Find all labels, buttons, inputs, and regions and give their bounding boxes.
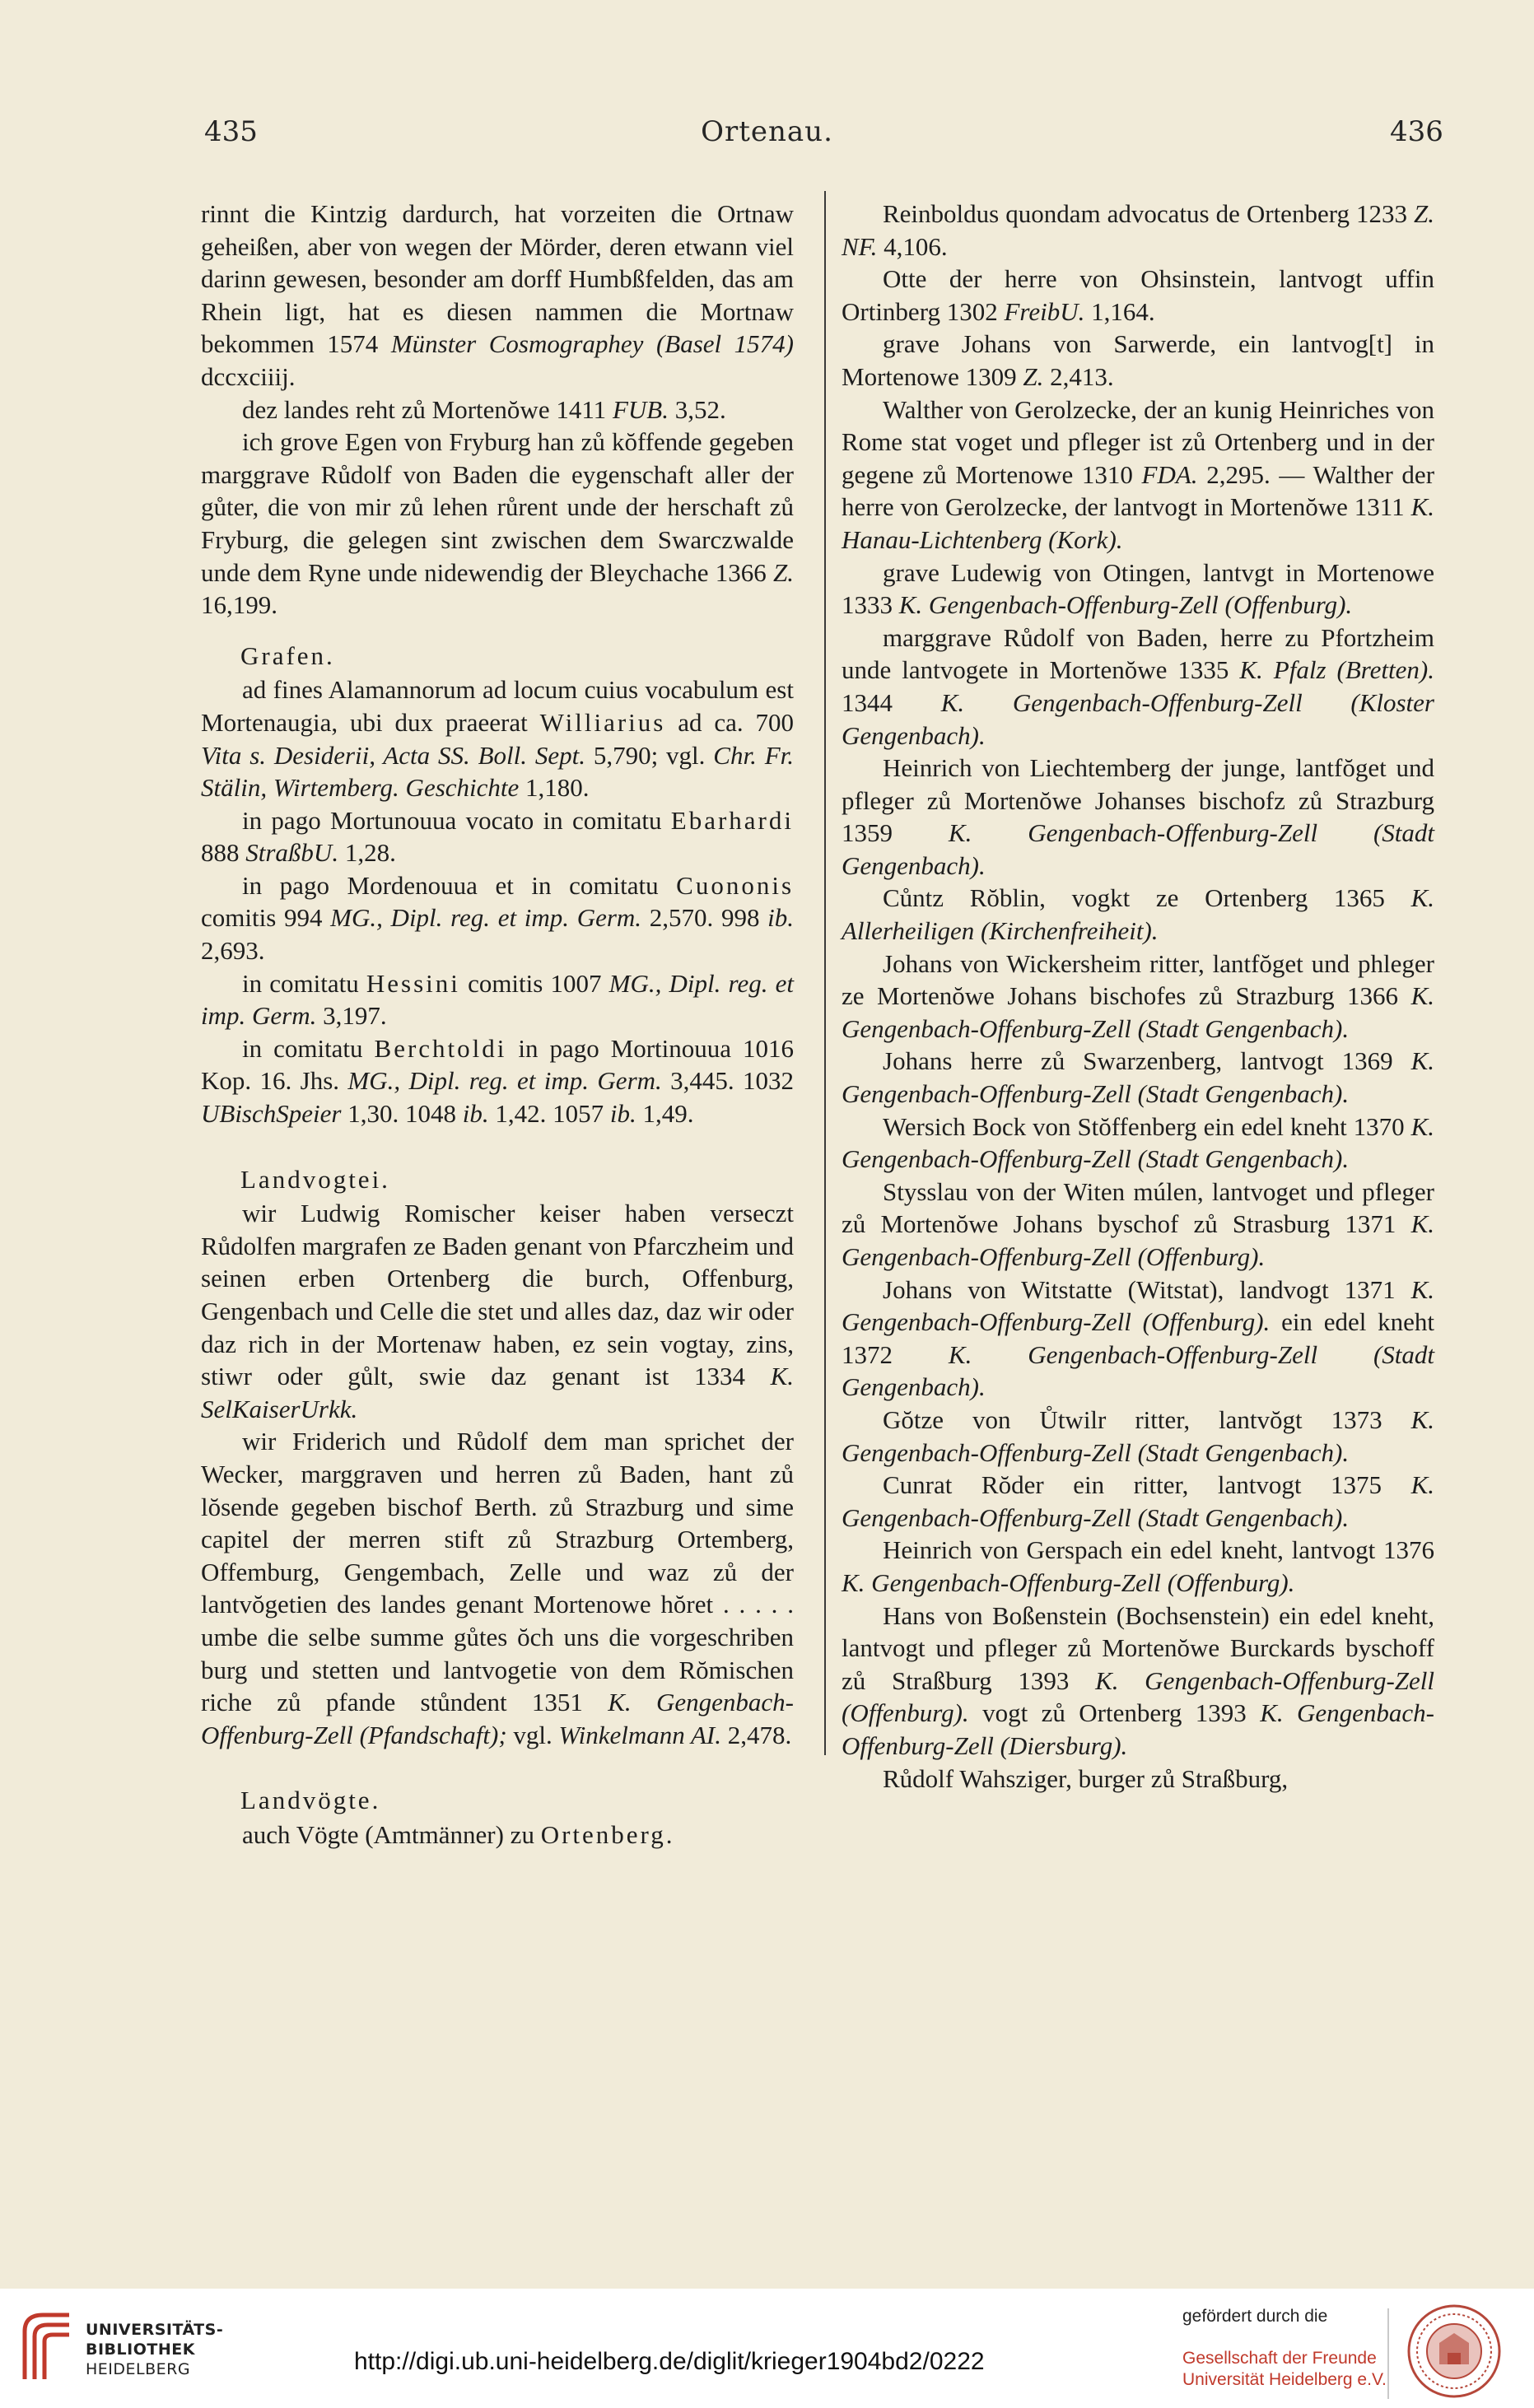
paragraph: in comitatu Berchtoldi in pago Mortinouua 1016 Kop. 16. Jhs. MG., Dipl. reg. et imp. Germ. 3,445. 1032 UBischSpeier 1,30. 1048 ib. 1,42. 1057 ib. 1,49. <box>201 1033 795 1129</box>
paragraph: Johans herre zů Swarzenberg, lantvogt 1369 K. Gengenbach-Offenburg-Zell (Stadt Gengenbach). <box>842 1046 1435 1109</box>
paragraph: Růdolf Wahsziger, burger zů Straßburg, <box>883 1763 1289 1793</box>
left-column <box>201 198 794 1851</box>
column-divider <box>824 191 826 1755</box>
running-head: Ortenau. <box>701 115 833 148</box>
paragraph: marggrave Růdolf von Baden, herre zu Pfortzheim unde lantvogete in Mortenŏwe 1335 K. Pfalz (Bretten). 1344 K. Gengenbach-Offenburg-Zell (Kloster Gengenbach). <box>842 622 1434 750</box>
permalink-url[interactable]: http://digi.ub.uni-heidelberg.de/diglit/krieger1904bd2/0222 <box>354 2348 985 2375</box>
right-column <box>842 198 1434 1795</box>
footer-bar <box>0 2289 1534 2408</box>
paragraph: Reinboldus quondam advocatus de Ortenberg 1233 Z. NF. 4,106. <box>842 199 1434 261</box>
paragraph: in pago Mortunouua vocato in comitatu Ebarhardi 888 StraßbU. 1,28. <box>201 805 794 868</box>
paragraph: ich grove Egen von Fryburg han zů kŏffende gegeben marggrave Růdolf von Baden die eygenschaft aller der gůter, die von mir zů lehen růrent unde der herschaft zů Fryburg, die gelegen sint zwischen dem Swarczwalde unde dem Ryne unde nidewendig der Bleychache 1366 Z. 16,199. <box>201 427 794 620</box>
sponsor-caption: gefördert durch die <box>1182 2307 1328 2326</box>
paragraph: wir Ludwig Romischer keiser haben verseczt Růdolfen margrafen ze Baden genant von Pfarczheim und seinen erben Ortenberg die burch, Offenburg, Gengenbach und Celle die stet und alles daz, daz wir oder daz rich in der Mortenaw haben, ez sein vogtay, zins, stiwr oder gůlt, swie daz genant ist 1334 K. SelKaiserUrkk. <box>201 1199 794 1423</box>
paragraph: Johans von Wickersheim ritter, lantfŏget und phleger ze Mortenŏwe Johans bischofes zů Strazburg 1366 K. Gengenbach-Offenburg-Zell (Stadt Gengenbach). <box>842 948 1434 1043</box>
paragraph: Wersich Bock von Stŏffenberg ein edel kneht 1370 K. Gengenbach-Offenburg-Zell (Stadt Gengenbach). <box>842 1111 1434 1174</box>
footer-divider <box>1387 2308 1389 2399</box>
university-seal-icon <box>1406 2303 1502 2399</box>
library-name-line: HEIDELBERG <box>86 2360 191 2378</box>
paragraph: Stysslau von der Witen múlen, lantvoget und pfleger zů Mortenŏwe Johans byschof zů Strasburg 1371 K. Gengenbach-Offenburg-Zell (Offenburg). <box>842 1176 1435 1271</box>
paragraph: grave Ludewig von Otingen, lantvgt in Mortenowe 1333 K. Gengenbach-Offenburg-Zell (Offenburg). <box>842 557 1434 620</box>
paragraph: Hans von Boßenstein (Bochsenstein) ein edel kneht, lantvogt und pfleger zů Mortenŏwe Burckards byschoff zů Straßburg 1393 K. Gengenbach-Offenburg-Zell (Offenburg). vogt zů Ortenberg 1393 K. Gengenbach-Offenburg-Zell (Diersburg). <box>842 1600 1435 1760</box>
sponsor-name-line: Gesellschaft der Freunde <box>1182 2349 1377 2368</box>
paragraph: Cůntz Rŏblin, vogkt ze Ortenberg 1365 K. Allerheiligen (Kirchenfreiheit). <box>842 883 1434 946</box>
paragraph: in comitatu Hessini comitis 1007 MG., Dipl. reg. et imp. Germ. 3,197. <box>201 968 794 1031</box>
paragraph: Cunrat Rŏder ein ritter, lantvogt 1375 K. Gengenbach-Offenburg-Zell (Stadt Gengenbach). <box>842 1470 1435 1532</box>
sponsor-name[interactable] <box>1182 2348 1387 2391</box>
section-heading-grafen: Grafen. <box>240 640 335 670</box>
sponsor-name-line: Universität Heidelberg e.V. <box>1182 2370 1387 2389</box>
paragraph: rinnt die Kintzig dardurch, hat vorzeiten die Ortnaw geheißen, aber von wegen der Mörder, deren etwann viel darinn gewesen, besonder am dorff Humbßfelden, das am Rhein ligt, hat es diesen nammen die Mortnaw bekommen 1574 Münster Cosmographey (Basel 1574) dccxciiij. <box>201 199 795 391</box>
paragraph: auch Vögte (Amtmänner) zu Ortenberg. <box>242 1819 675 1849</box>
paragraph: Walther von Gerolzecke, der an kunig Heinriches von Rome stat voget und pfleger ist zů Ortenberg und in der gegene zů Mortenowe 1310 FDA. 2,295. — Walther der herre von Gerolzecke, der lantvogt in Mortenŏwe 1311 K. Hanau-Lichtenberg (Kork). <box>842 394 1435 554</box>
paragraph: Heinrich von Liechtemberg der junge, lantfŏget und pfleger zů Mortenŏwe Johanses bischofz zů Strazburg 1359 K. Gengenbach-Offenburg-Zell (Stadt Gengenbach). <box>842 753 1434 880</box>
page-number-left: 435 <box>204 115 258 148</box>
library-logo-icon[interactable] <box>18 2307 76 2389</box>
paragraph: ad fines Alamannorum ad locum cuius vocabulum est Mortenaugia, ubi dux praeerat Williarius ad ca. 700 Vita s. Desiderii, Acta SS. Boll. Sept. 5,790; vgl. Chr. Fr. Stälin, Wirtemberg. Geschichte 1,180. <box>201 675 795 803</box>
paragraph: wir Friderich und Růdolf dem man sprichet der Wecker, marggraven und herren zů Baden, hant zů lŏsende gegeben bischof Berth. zů Strazburg und sime capitel der merren stift zů Strazburg Ortemberg, Offemburg, Gengembach, Zelle und waz zů der lantvŏgetien des landes genant Mortenowe hŏret . . . . . umbe die selbe summe gůtes ŏch uns die vorgeschriben burg und stetten und lantvogetie von dem Rŏmischen riche zů pfande stůndent 1351 K. Gengenbach-Offenburg-Zell (Pfandschaft); vgl. Winkelmann AI. 2,478. <box>201 1427 794 1749</box>
library-name-line: UNIVERSITÄTS- <box>86 2321 224 2339</box>
paragraph: dez landes reht zů Mortenŏwe 1411 FUB. 3,52. <box>242 394 726 424</box>
section-heading-landvogtei: Landvogtei. <box>240 1164 390 1194</box>
library-name[interactable] <box>86 2320 223 2379</box>
page-number-right: 436 <box>1390 115 1443 148</box>
paragraph: Gŏtze von Ůtwilr ritter, lantvŏgt 1373 K. Gengenbach-Offenburg-Zell (Stadt Gengenbach). <box>842 1404 1435 1467</box>
paragraph: Otte der herre von Ohsinstein, lantvogt uffin Ortinberg 1302 FreibU. 1,164. <box>842 264 1434 326</box>
paragraph: Heinrich von Gerspach ein edel kneht, lantvogt 1376 K. Gengenbach-Offenburg-Zell (Offenburg). <box>842 1535 1434 1597</box>
library-name-line: BIBLIOTHEK <box>86 2340 195 2359</box>
paragraph: in pago Mordenouua et in comitatu Cuononis comitis 994 MG., Dipl. reg. et imp. Germ. 2,570. 998 ib. 2,693. <box>201 870 795 966</box>
paragraph: grave Johans von Sarwerde, ein lantvog[t] in Mortenowe 1309 Z. 2,413. <box>842 329 1434 391</box>
paragraph: Johans von Witstatte (Witstat), landvogt 1371 K. Gengenbach-Offenburg-Zell (Offenburg). ein edel kneht 1372 K. Gengenbach-Offenburg-Zell (Stadt Gengenbach). <box>842 1274 1435 1402</box>
section-heading-landvoegte: Landvögte. <box>240 1786 381 1815</box>
